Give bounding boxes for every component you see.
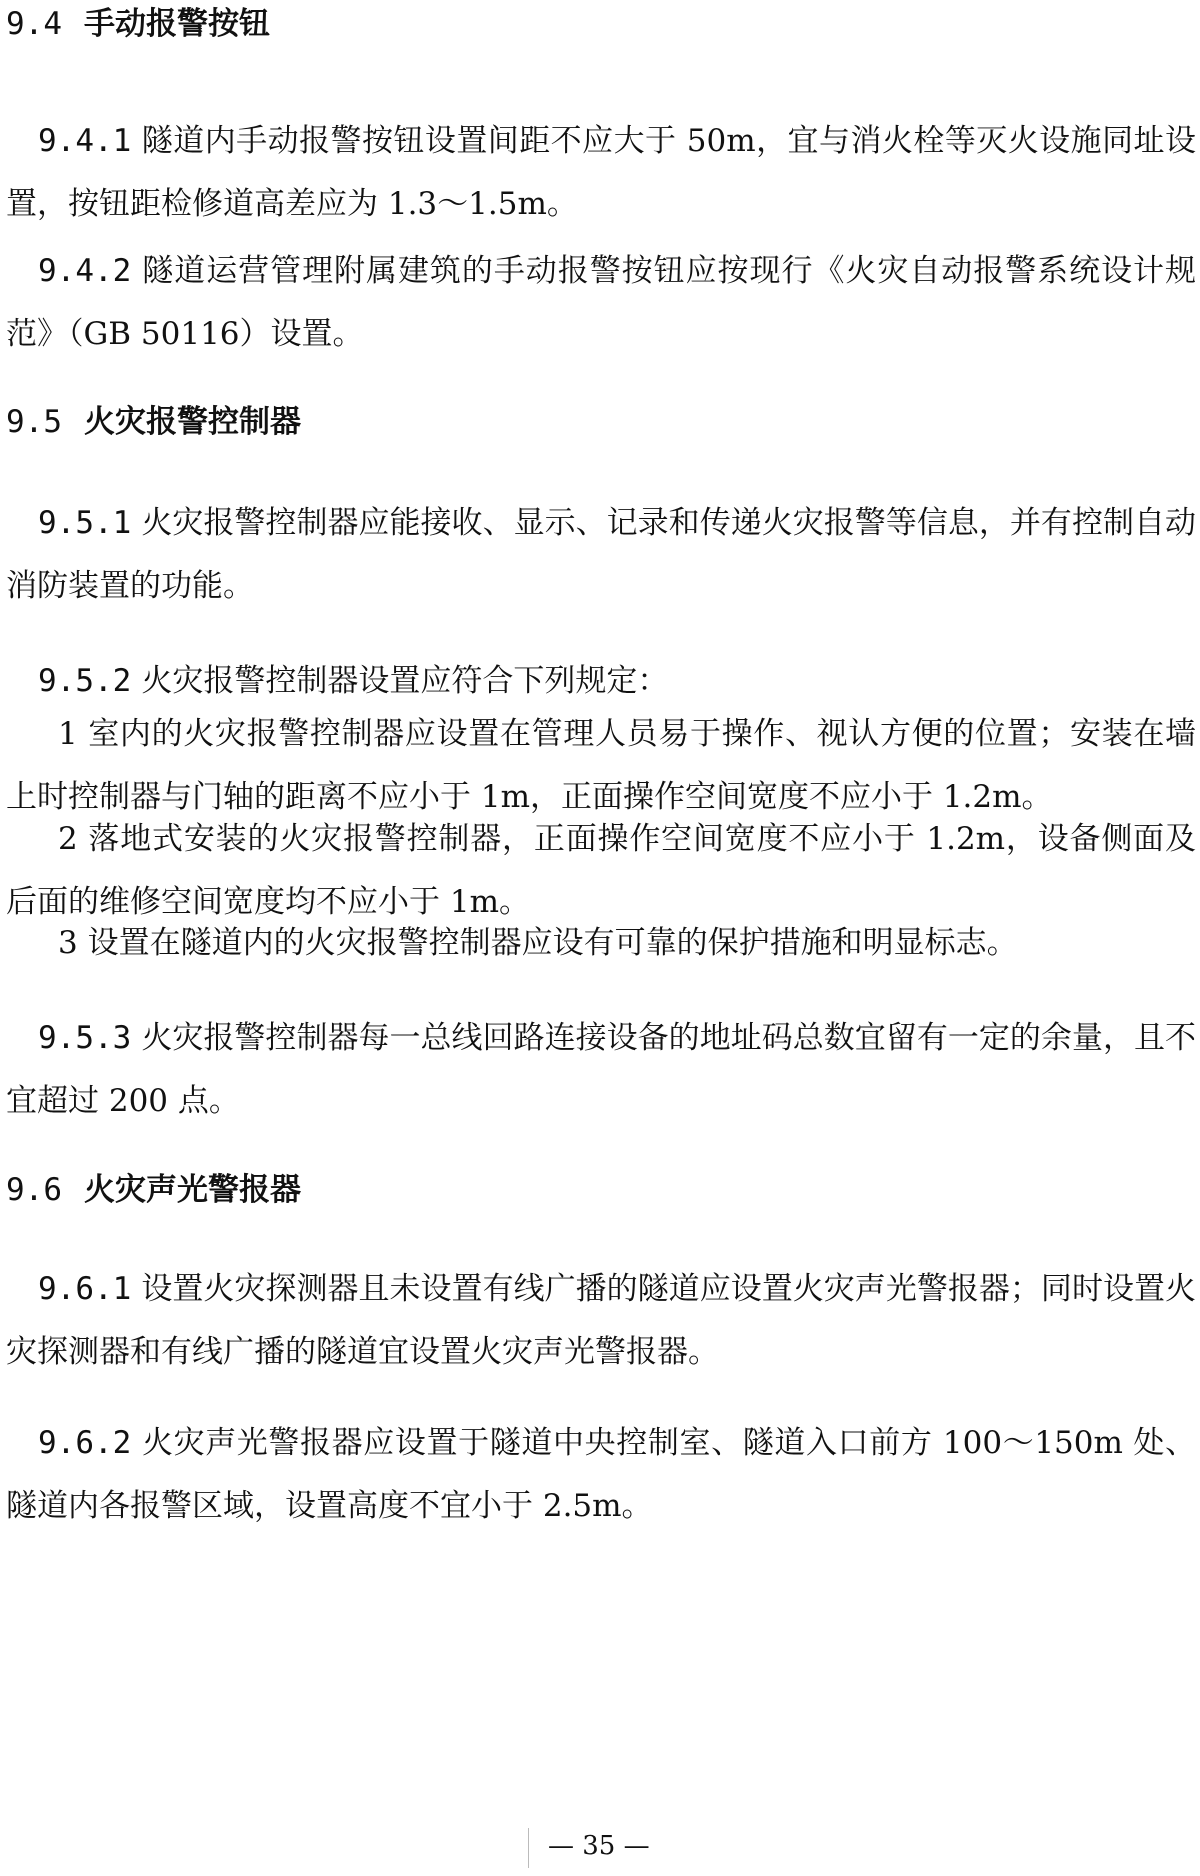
clause-9-5-1 — [0, 492, 1200, 618]
section-heading-9-4 — [0, 2, 1200, 46]
clause-text: 火灾报警控制器设置应符合下列规定： — [141, 663, 669, 699]
clause-9-4-1 — [0, 110, 1200, 236]
section-heading-9-6 — [0, 1168, 1200, 1212]
clause-text: 隧道运营管理附属建筑的手动报警按钮应按现行《火灾自动报警系统设计规范》（GB 50116）设置。 — [6, 253, 1196, 352]
clause-text: 火灾声光警报器应设置于隧道中央控制室、隧道入口前方 100～150m 处、隧道内各报警区域，设置高度不宜小于 2.5m。 — [6, 1425, 1196, 1524]
section-number: 9.6 — [6, 1172, 62, 1208]
clause-number: 9.5.2 — [38, 663, 132, 699]
section-title: 火灾报警控制器 — [84, 404, 301, 440]
clause-9-4-2 — [0, 240, 1200, 366]
clause-number: 9.4.2 — [38, 253, 132, 289]
footer-divider — [528, 1828, 529, 1868]
list-item-text: 3 设置在隧道内的火灾报警控制器应设有可靠的保护措施和明显标志。 — [58, 925, 1018, 961]
clause-text: 火灾报警控制器每一总线回路连接设备的地址码总数宜留有一定的余量，且不宜超过 200 点。 — [6, 1020, 1196, 1119]
clause-text: 设置火灾探测器且未设置有线广播的隧道应设置火灾声光警报器；同时设置火灾探测器和有线广播的隧道宜设置火灾声光警报器。 — [6, 1271, 1196, 1370]
clause-number: 9.5.3 — [38, 1020, 132, 1056]
section-heading-9-5 — [0, 400, 1200, 444]
clause-text: 隧道内手动报警按钮设置间距不应大于 50m，宜与消火栓等灭火设施同址设置，按钮距检修道高差应为 1.3～1.5m。 — [6, 123, 1196, 222]
page-number: — 35 — — [548, 1831, 650, 1861]
section-number: 9.5 — [6, 404, 62, 440]
section-title: 手动报警按钮 — [84, 6, 270, 42]
clause-number: 9.5.1 — [38, 505, 132, 541]
clause-text: 火灾报警控制器应能接收、显示、记录和传递火灾报警等信息，并有控制自动消防装置的功能。 — [6, 505, 1196, 604]
list-item-text: 2 落地式安装的火灾报警控制器，正面操作空间宽度不应小于 1.2m，设备侧面及后面的维修空间宽度均不应小于 1m。 — [6, 821, 1196, 920]
clause-9-6-2 — [0, 1412, 1200, 1538]
page-footer — [0, 1828, 1200, 1868]
section-title: 火灾声光警报器 — [84, 1172, 301, 1208]
clause-number: 9.6.2 — [38, 1425, 132, 1461]
section-number: 9.4 — [6, 6, 62, 42]
clause-number: 9.4.1 — [38, 123, 132, 159]
list-item-text: 1 室内的火灾报警控制器应设置在管理人员易于操作、视认方便的位置；安装在墙上时控制器与门轴的距离不应小于 1m，正面操作空间宽度不应小于 1.2m。 — [6, 716, 1196, 815]
list-item-3 — [0, 912, 1200, 975]
clause-9-6-1 — [0, 1258, 1200, 1384]
clause-number: 9.6.1 — [38, 1271, 132, 1307]
clause-9-5-3 — [0, 1007, 1200, 1133]
